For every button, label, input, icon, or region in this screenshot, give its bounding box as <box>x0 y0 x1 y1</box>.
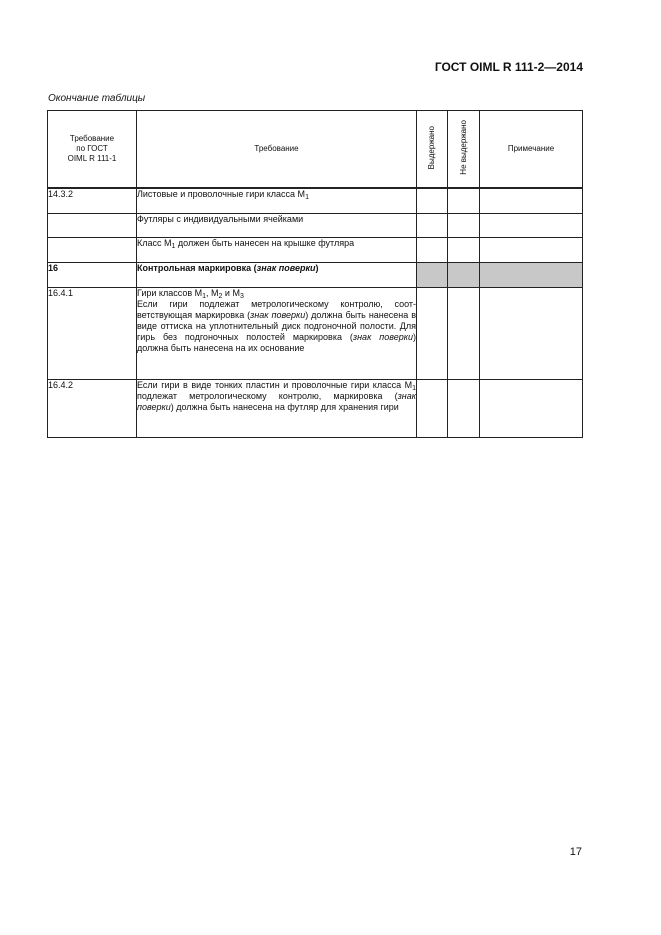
row-note-cell <box>480 188 583 213</box>
table-row <box>48 237 583 262</box>
row-note-cell <box>480 213 583 237</box>
class-subscript: 1 <box>171 242 176 250</box>
row-requirement-text <box>137 237 417 262</box>
requirement-text-cont: должен быть нанесен на крышке футляра <box>175 237 355 248</box>
row-passed-cell <box>417 379 448 437</box>
row-passed-cell <box>417 287 448 379</box>
row-reference <box>48 213 137 237</box>
column-header-note: Примечание <box>480 111 583 189</box>
requirement-paragraph <box>137 299 416 354</box>
section-title-close: ) <box>315 262 319 273</box>
italic-term: знак поверки <box>250 309 306 320</box>
row-not-passed-cell <box>448 213 480 237</box>
column-header-not-passed-label: Не выдержано <box>458 120 468 175</box>
text-part: и М <box>222 287 240 298</box>
row-not-passed-cell <box>448 237 480 262</box>
row-reference: 16.4.2 <box>48 379 137 437</box>
table-row <box>48 287 583 379</box>
table-caption: Окончание таблицы <box>48 93 146 104</box>
italic-term: знак поверки <box>137 390 416 412</box>
table-row <box>48 379 583 437</box>
text-part: ) должна быть нанесена на футляр для хранения гири <box>170 401 399 412</box>
row-reference <box>48 237 137 262</box>
table-row <box>48 213 583 237</box>
requirement-text: Футляры с индивидуальными ячейками <box>137 213 304 224</box>
shaded-not-passed-cell <box>448 262 480 287</box>
row-requirement-text <box>137 287 417 379</box>
shaded-passed-cell <box>417 262 448 287</box>
column-header-reference-line-3: OIML R 111-1 <box>67 154 117 163</box>
class-subscript: 1 <box>305 194 309 201</box>
column-header-passed <box>417 111 448 189</box>
class-subscript: 1 <box>202 292 207 300</box>
document-standard-header: ГОСТ OIML R 111-2—2014 <box>434 60 583 74</box>
table-row <box>48 188 583 213</box>
requirements-table <box>47 110 583 438</box>
section-number: 16 <box>48 262 137 287</box>
row-note-cell <box>480 237 583 262</box>
italic-term: знак поверки <box>352 331 413 342</box>
column-header-not-passed <box>448 111 480 189</box>
page-number: 17 <box>569 846 582 858</box>
column-header-passed-label: Выдержано <box>427 125 436 170</box>
row-passed-cell <box>417 213 448 237</box>
column-header-requirement: Требование <box>137 111 417 189</box>
requirement-text: Листовые и проволочные гири класса М <box>137 189 306 199</box>
row-note-cell <box>480 287 583 379</box>
row-passed-cell <box>417 188 448 213</box>
column-header-reference-line-2: по ГОСТ <box>76 144 108 153</box>
row-not-passed-cell <box>448 188 480 213</box>
column-header-reference-line-1: Требование <box>69 134 115 143</box>
class-subscript: 2 <box>218 292 223 300</box>
table-header-row <box>48 111 583 189</box>
row-requirement-text <box>137 213 417 237</box>
text-part: подлежат метрологическому контролю, маркировка ( <box>137 390 398 401</box>
row-reference: 14.3.2 <box>48 188 137 213</box>
text-part: , М <box>206 287 219 298</box>
text-part: Если гири подлежат метрологическому контролю, соответствующая маркировка ( <box>137 298 416 320</box>
row-not-passed-cell <box>448 379 480 437</box>
row-reference: 16.4.1 <box>48 287 137 379</box>
row-note-cell <box>480 379 583 437</box>
text-part: ) должна быть нанесена на их основание <box>137 331 416 353</box>
section-title <box>137 262 417 287</box>
column-header-reference <box>48 111 137 189</box>
section-row <box>48 262 583 287</box>
section-title-text: Контрольная маркировка ( <box>137 262 257 273</box>
section-title-italic: знак поверки <box>256 262 316 273</box>
text-part: ) должна быть нанесена в виде оттиска на уплотнительный диск подгоночной полости. Для гирь без подгоночных полостей маркировка ( <box>137 309 416 342</box>
requirement-text: Класс М <box>137 237 172 248</box>
requirement-first-line <box>137 288 416 299</box>
row-passed-cell <box>417 237 448 262</box>
shaded-note-cell <box>480 262 583 287</box>
text-part: Если гири в виде тонких пластин и проволочные гири класса М <box>137 379 413 390</box>
row-requirement-text <box>137 188 417 213</box>
row-requirement-text <box>137 379 417 437</box>
text-part: Гири классов М <box>137 287 203 298</box>
class-subscript: 3 <box>239 292 244 300</box>
row-not-passed-cell <box>448 287 480 379</box>
class-subscript: 1 <box>412 384 416 392</box>
